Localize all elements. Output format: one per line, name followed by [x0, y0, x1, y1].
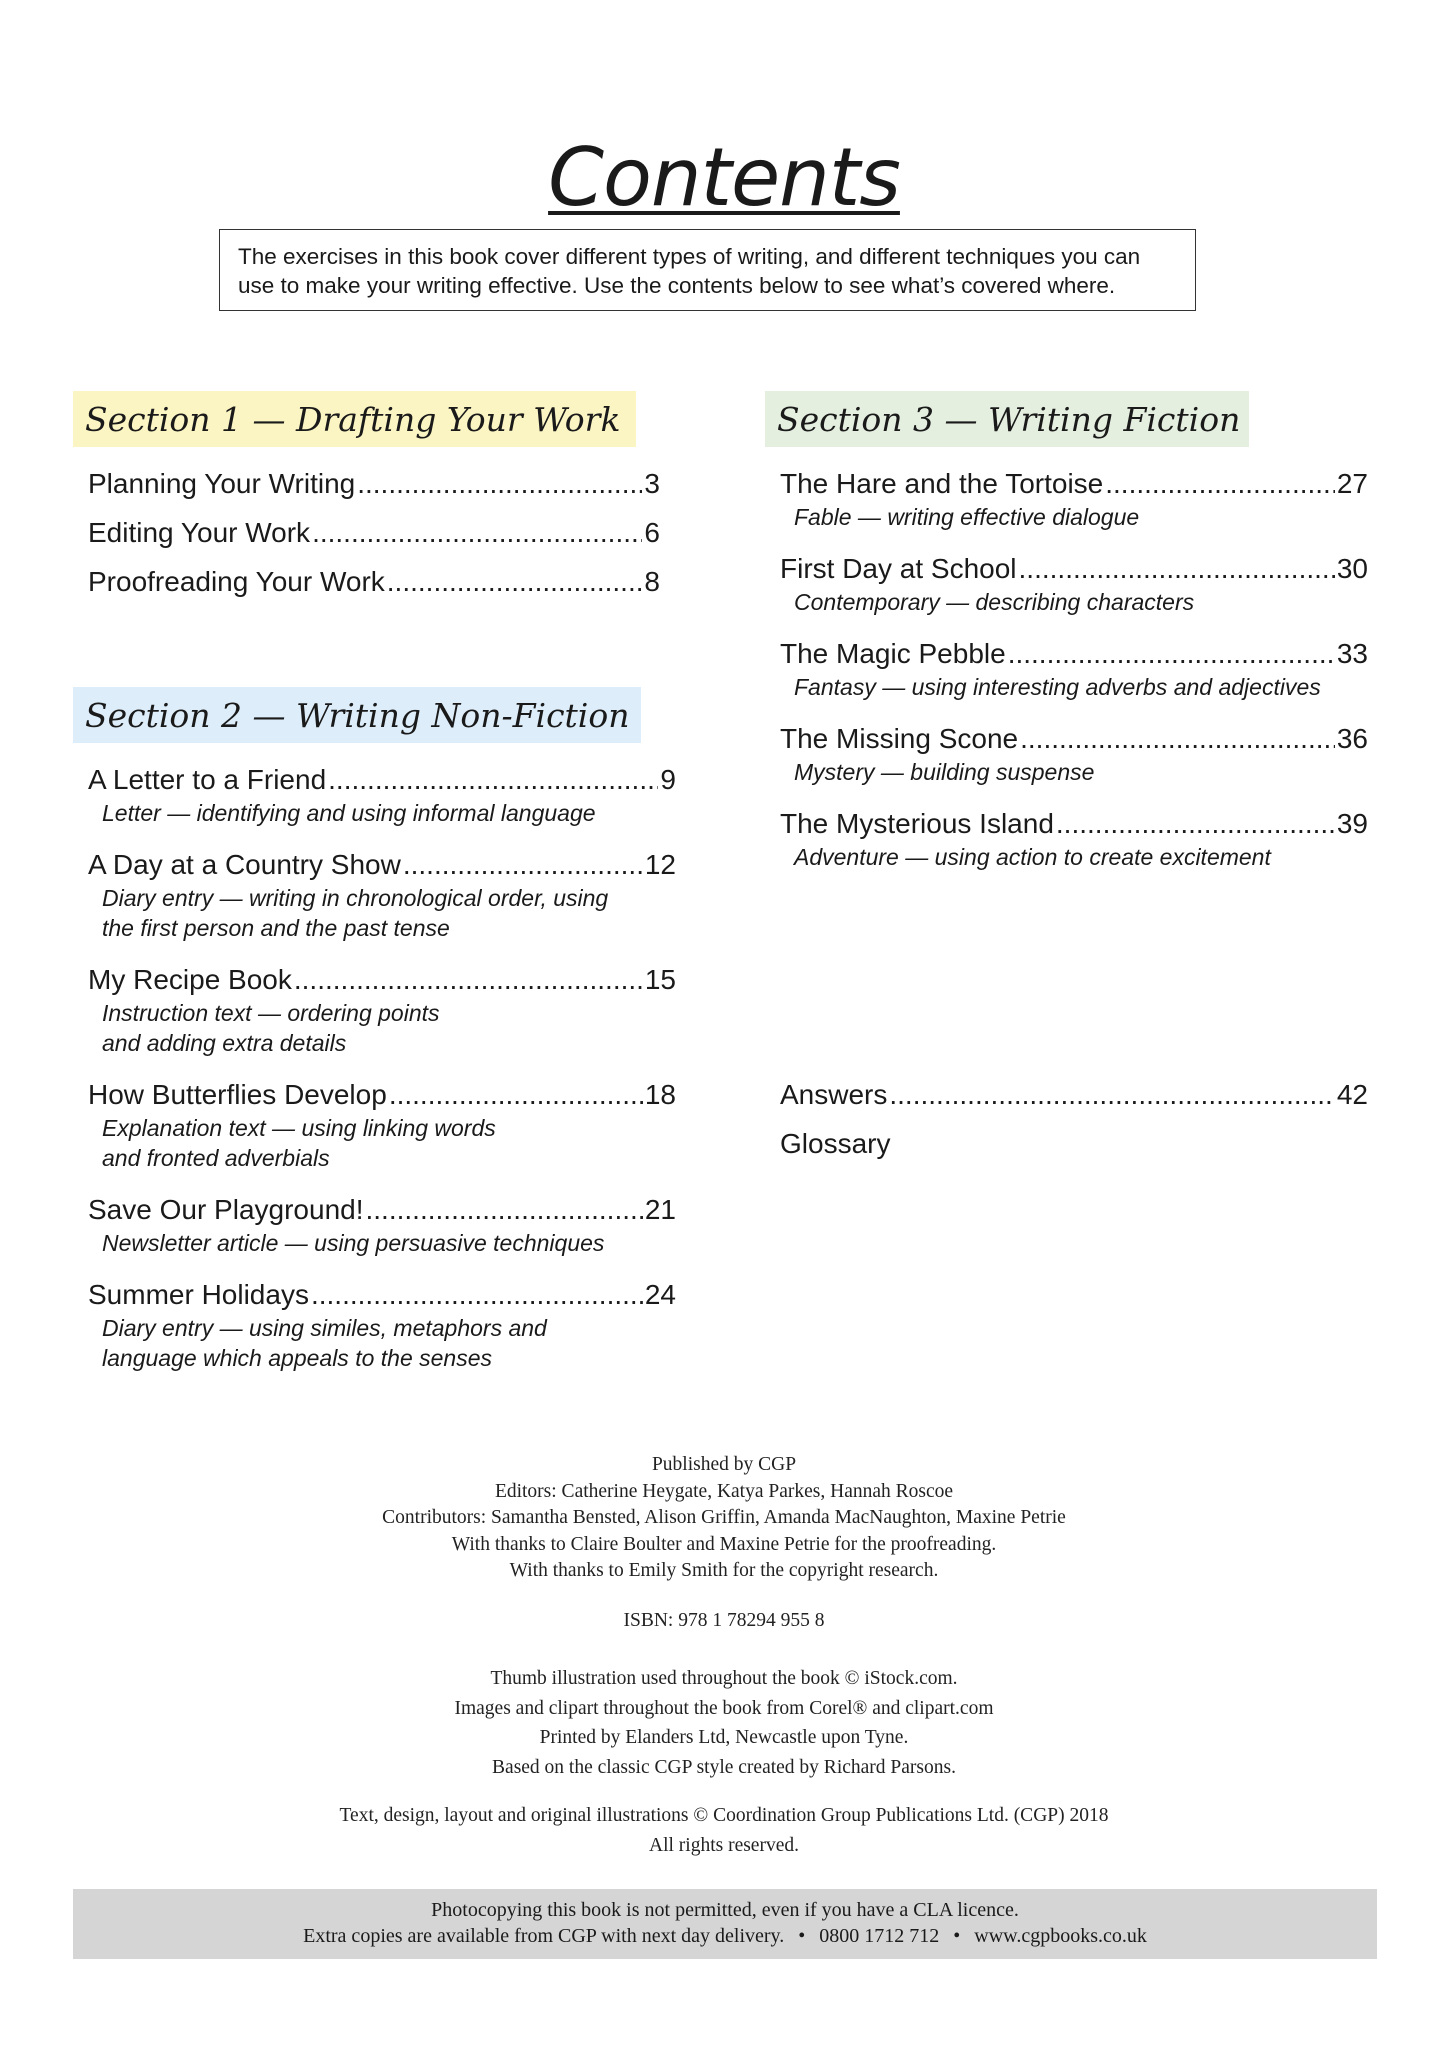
entry-description: and fronted adverbials [102, 1145, 330, 1171]
footer-notice: Photocopying this book is not permitted, even if you have a CLA licence. [431, 1899, 1019, 1921]
bullet-separator: • [798, 1925, 806, 1947]
leader-dots [294, 962, 643, 998]
credit-line: With thanks to Claire Boulter and Maxine Petrie for the proofreading. [451, 1533, 997, 1555]
entry-description: Letter — identifying and using informal language [102, 800, 596, 826]
toc-entry[interactable] [88, 962, 676, 1058]
entry-title: Editing Your Work [88, 517, 311, 548]
leader-dots [366, 1192, 643, 1228]
entry-description: Newsletter article — using persuasive techniques [102, 1230, 605, 1256]
credit-line: Contributors: Samantha Bensted, Alison Griffin, Amanda MacNaughton, Maxine Petrie [382, 1507, 1066, 1528]
footer-bar [73, 1889, 1377, 1959]
copyright-line: All rights reserved. [648, 1834, 799, 1856]
entry-title: A Letter to a Friend [88, 764, 327, 795]
entry-page: 9 [660, 764, 676, 795]
entry-page: 42 [1336, 1079, 1368, 1110]
leader-dots [311, 1277, 643, 1313]
section-3-toc [780, 466, 1368, 872]
entry-title: Summer Holidays [88, 1279, 309, 1310]
entry-title: The Missing Scone [780, 723, 1019, 754]
entry-description: Contemporary — describing characters [794, 589, 1195, 615]
entry-title: Glossary [780, 1128, 891, 1159]
leader-dots [1008, 636, 1335, 672]
entry-description: Fantasy — using interesting adverbs and adjectives [794, 674, 1321, 700]
entry-page: 12 [644, 849, 676, 880]
footer-copies-text: Extra copies are available from CGP with next day delivery. [303, 1925, 785, 1947]
toc-entry[interactable] [780, 466, 1368, 532]
entry-description: Diary entry — writing in chronological order, using [102, 885, 609, 911]
leader-dots [1019, 551, 1335, 587]
entry-page: 24 [644, 1279, 676, 1310]
toc-entry[interactable] [780, 636, 1368, 702]
entry-description: Explanation text — using linking words [102, 1115, 496, 1141]
entry-description: and adding extra details [102, 1030, 347, 1056]
section-2-heading: Section 2 — Writing Non-Fiction [73, 687, 641, 743]
leader-dots [357, 466, 642, 502]
leader-dots [312, 515, 642, 551]
credit-line: Based on the classic CGP style created by Richard Parsons. [492, 1756, 956, 1778]
entry-title: Answers [780, 1079, 888, 1110]
leader-dots [389, 1077, 643, 1113]
entry-title: My Recipe Book [88, 964, 292, 995]
intro-line: use to make your writing effective. Use the contents below to see what’s covered where. [238, 273, 1116, 298]
intro-line: The exercises in this book cover different types of writing, and different techniques you can [238, 244, 1141, 269]
footer-website-link[interactable]: www.cgpbooks.co.uk [974, 1925, 1147, 1947]
section-2-toc [88, 762, 676, 1373]
entry-description: language which appeals to the senses [102, 1345, 493, 1371]
leader-dots [403, 847, 643, 883]
entry-description: Diary entry — using similes, metaphors and [102, 1315, 547, 1341]
credit-line: Editors: Catherine Heygate, Katya Parkes, Hannah Roscoe [494, 1480, 954, 1502]
toc-entry[interactable] [88, 466, 660, 502]
toc-entry-answers[interactable] [780, 1077, 1368, 1113]
intro-box [219, 229, 1196, 311]
toc-entry[interactable] [88, 762, 676, 828]
credit-line: Published by CGP [651, 1454, 797, 1475]
entry-page: 30 [1336, 553, 1368, 584]
leader-dots [328, 762, 658, 798]
entry-title: The Mysterious Island [780, 808, 1054, 839]
entry-title: The Hare and the Tortoise [780, 468, 1104, 499]
section-1-heading: Section 1 — Drafting Your Work [73, 391, 636, 447]
entry-title: Planning Your Writing [88, 468, 356, 499]
entry-page: 8 [644, 566, 660, 597]
entry-description: Instruction text — ordering points [102, 1000, 440, 1026]
section-1-toc [88, 466, 660, 600]
credits [0, 1452, 1448, 1859]
entry-title: Proofreading Your Work [88, 566, 385, 597]
entry-description: Adventure — using action to create excitement [794, 844, 1271, 870]
entry-page: 3 [644, 468, 660, 499]
leader-dots [1020, 721, 1335, 757]
entry-page: 27 [1336, 468, 1368, 499]
isbn: ISBN: 978 1 78294 955 8 [623, 1609, 825, 1631]
entry-description: Fable — writing effective dialogue [794, 504, 1140, 530]
toc-entry[interactable] [88, 515, 660, 551]
entry-title: Save Our Playground! [88, 1194, 364, 1225]
toc-entry[interactable] [780, 721, 1368, 787]
credit-line: Thumb illustration used throughout the book © iStock.com. [490, 1668, 958, 1689]
bullet-separator: • [953, 1925, 961, 1947]
toc-entry[interactable] [780, 551, 1368, 617]
extras-toc [780, 1077, 1368, 1162]
footer-phone: 0800 1712 712 [819, 1925, 940, 1947]
credit-line: With thanks to Emily Smith for the copyright research. [509, 1560, 939, 1581]
entry-page: 39 [1336, 808, 1368, 839]
entry-description: Mystery — building suspense [794, 759, 1095, 785]
entry-title: How Butterflies Develop [88, 1079, 387, 1110]
footer-contact [73, 1923, 1377, 1949]
toc-entry[interactable] [88, 1192, 676, 1258]
credit-line: Printed by Elanders Ltd, Newcastle upon Tyne. [539, 1727, 909, 1748]
section-3-heading: Section 3 — Writing Fiction [765, 391, 1249, 447]
toc-entry[interactable] [88, 1077, 676, 1173]
entry-page: 33 [1336, 638, 1368, 669]
copyright-line: Text, design, layout and original illustrations © Coordination Group Publications Ltd. (CGP) 2018 [339, 1805, 1109, 1826]
entry-title: First Day at School [780, 553, 1017, 584]
entry-page: 36 [1336, 723, 1368, 754]
entry-title: A Day at a Country Show [88, 849, 401, 880]
toc-entry-glossary[interactable] [780, 1126, 1368, 1162]
leader-dots [1105, 466, 1335, 502]
entry-title: The Magic Pebble [780, 638, 1006, 669]
leader-dots [1056, 806, 1335, 842]
entry-page: 6 [644, 517, 660, 548]
toc-entry[interactable] [88, 847, 676, 943]
toc-entry[interactable] [88, 564, 660, 600]
leader-dots [889, 1077, 1334, 1113]
entry-description: the first person and the past tense [102, 915, 450, 941]
leader-dots [387, 564, 643, 600]
page-title: Contents [548, 130, 900, 224]
entry-page: 21 [644, 1194, 676, 1225]
toc-entry[interactable] [88, 1277, 676, 1373]
entry-page: 18 [644, 1079, 676, 1110]
toc-entry[interactable] [780, 806, 1368, 872]
entry-page: 15 [644, 964, 676, 995]
credit-line: Images and clipart throughout the book from Corel® and clipart.com [454, 1697, 994, 1719]
